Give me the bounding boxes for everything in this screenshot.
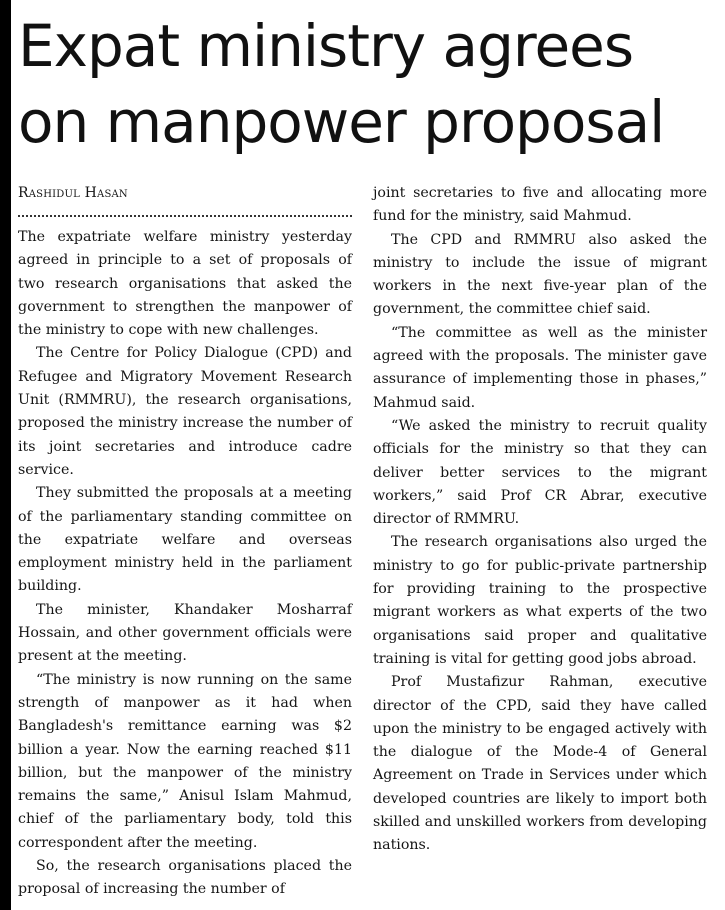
paragraph: The research organisations also urged the ministry to go for public-private partnership for providing training to the prospective migrant workers as what experts of the two organisations said proper and qualitative training is vital for getting good jobs abroad. [373, 534, 707, 667]
paragraph: “The committee as well as the minister agreed with the proposals. The minister gave assurance of implementing those in phases,” Mahmud said. [373, 324, 707, 411]
headline-line-1: Expat ministry agrees [18, 12, 634, 80]
page-edge-bar [0, 0, 11, 910]
paragraph: “We asked the ministry to recruit quality officials for the ministry so that they can deliver better services to the migrant workers,” said Prof CR Abrar, executive director of RMMRU. [373, 417, 707, 528]
byline: Rashidul Hasan [18, 185, 128, 201]
paragraph: They submitted the proposals at a meeting of the parliamentary standing committee on the expatriate welfare and overseas employment ministry held in the parliament building. [18, 485, 352, 595]
paragraph: So, the research organisations placed the proposal of increasing the number of [18, 858, 352, 898]
paragraph: Prof Mustafizur Rahman, executive director of the CPD, said they have called upon the ministry to be engaged actively with the dialogue of the Mode-4 of General Agreement on Trade in Services under which developed countries are likely to import both skilled and unskilled workers from developing nations. [373, 674, 707, 854]
paragraph-continued: joint secretaries to five and allocating more fund for the ministry, said Mahmud. [373, 185, 707, 225]
paragraph: “The ministry is now running on the same strength of manpower as it had when Bangladesh's remittance earning was $2 billion a year. Now the earning reached $11 billion, but the manpower of the ministry remains the same,” Anisul Islam Mahmud, chief of the parliamentary body, told this correspondent after the meeting. [18, 671, 352, 851]
paragraph: The expatriate welfare ministry yesterday agreed in principle to a set of proposals of two research organisations that asked the government to strengthen the manpower of the ministry to cope with new challenges. [18, 229, 352, 339]
article-column-right [373, 182, 707, 858]
paragraph: The minister, Khandaker Mosharraf Hossain, and other government officials were present at the meeting. [18, 601, 352, 665]
byline-divider [18, 215, 352, 217]
paragraph: The Centre for Policy Dialogue (CPD) and Refugee and Migratory Movement Research Unit (RMMRU), the research organisations, proposed the ministry increase the number of its joint secretaries and introduce cadre service. [18, 345, 352, 478]
paragraph: The CPD and RMMRU also asked the ministry to include the issue of migrant workers in the next five-year plan of the government, the committee chief said. [373, 231, 707, 318]
article-column-left [18, 182, 352, 902]
headline-line-2: on manpower proposal [18, 88, 665, 156]
headline [18, 8, 718, 160]
